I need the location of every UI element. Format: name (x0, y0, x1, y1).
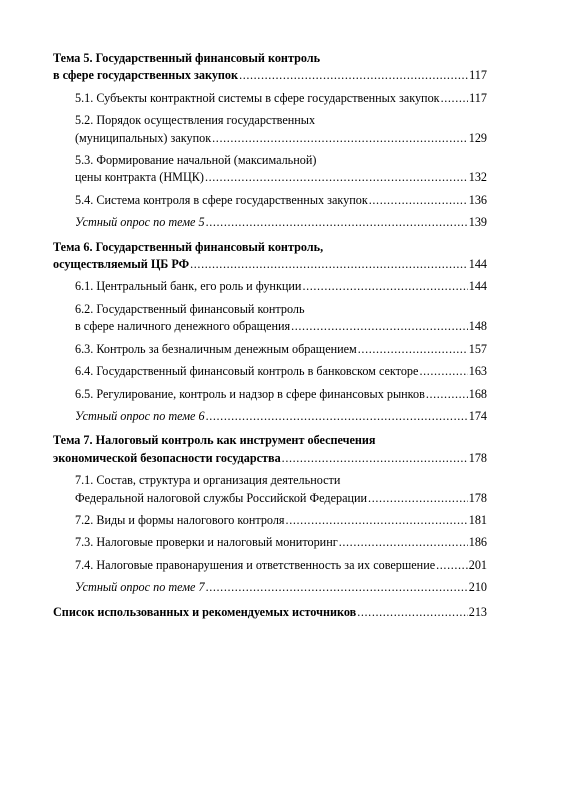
toc-item-6-1-page: 144 (468, 279, 487, 294)
toc-item-7-2-title: 7.2. Виды и формы налогового контроля (75, 512, 285, 527)
dot-leader (239, 67, 468, 84)
toc-sources (53, 604, 487, 621)
toc-quiz-6-label: Устный опрос по теме 6 (75, 408, 205, 423)
toc-quiz-5-label: Устный опрос по теме 5 (75, 215, 205, 230)
toc-item-5-1-page: 117 (469, 90, 487, 105)
toc-item-7-3 (75, 534, 487, 551)
toc-topic-5-page: 117 (469, 68, 487, 83)
dot-leader (282, 450, 468, 467)
toc-item-5-1-title: 5.1. Субъекты контрактной системы в сфере государственных закупок (75, 90, 440, 105)
toc-topic-5-title-line1: Тема 5. Государственный финансовый контроль (53, 51, 321, 65)
dot-leader (426, 386, 468, 403)
toc-item-5-2-page: 129 (468, 130, 487, 145)
toc-item-5-3-page: 132 (468, 170, 487, 185)
dot-leader (206, 408, 468, 425)
toc-quiz-5 (75, 214, 487, 231)
toc-item-6-4-page: 163 (468, 364, 487, 379)
toc-quiz-7 (75, 579, 487, 596)
toc-item-6-5-title: 6.5. Регулирование, контроль и надзор в сфере финансовых рынков (75, 386, 425, 401)
toc-sources-label: Список использованных и рекомендуемых источников (53, 604, 357, 619)
toc-topic-5-title-line2: в сфере государственных закупок (53, 68, 239, 83)
toc-item-7-1-title-line2: Федеральной налоговой службы Российской Федерации (75, 490, 368, 505)
toc-topic-6-heading (53, 239, 487, 274)
toc-item-7-4 (75, 557, 487, 574)
toc-topic-6-title-line2: осуществляемый ЦБ РФ (53, 257, 190, 272)
toc-item-6-3-page: 157 (468, 341, 487, 356)
dot-leader (291, 318, 468, 335)
toc-item-6-5 (75, 386, 487, 403)
toc-topic-6-page: 144 (468, 257, 487, 272)
dot-leader (419, 363, 467, 380)
dot-leader (302, 278, 467, 295)
toc-item-7-3-page: 186 (468, 535, 487, 550)
toc-item-5-4-title: 5.4. Система контроля в сфере государственных закупок (75, 192, 368, 207)
toc-item-6-2 (75, 301, 487, 336)
toc-item-6-1 (75, 278, 487, 295)
toc-item-6-4 (75, 363, 487, 380)
dot-leader (205, 169, 468, 186)
toc-item-6-2-title-line1: 6.2. Государственный финансовый контроль (75, 301, 305, 316)
toc-quiz-5-page: 139 (468, 215, 487, 230)
dot-leader (212, 130, 468, 147)
toc-item-5-1 (75, 90, 487, 107)
toc-item-5-3-title-line2: цены контракта (НМЦК) (75, 170, 204, 185)
toc-topic-7-title-line1: Тема 7. Налоговый контроль как инструмент обеспечения (53, 433, 376, 448)
toc-quiz-6 (75, 408, 487, 425)
toc-item-7-3-title: 7.3. Налоговые проверки и налоговый мониторинг (75, 535, 338, 550)
toc-item-7-4-title: 7.4. Налоговые правонарушения и ответственность за их совершение (75, 557, 436, 572)
dot-leader (206, 579, 468, 596)
toc-item-5-2 (75, 112, 487, 147)
dot-leader (436, 557, 468, 574)
dot-leader (358, 341, 468, 358)
toc-item-5-2-title-line2: (муниципальных) закупок (75, 130, 212, 145)
toc-quiz-7-page: 210 (468, 580, 487, 595)
toc-item-5-2-title-line1: 5.2. Порядок осуществления государственных (75, 113, 316, 128)
toc-item-6-4-title: 6.4. Государственный финансовый контроль в банковском секторе (75, 364, 419, 379)
dot-leader (441, 90, 469, 107)
dot-leader (286, 512, 468, 529)
toc-item-7-4-page: 201 (468, 557, 487, 572)
toc-item-6-3-title: 6.3. Контроль за безналичным денежным обращением (75, 341, 357, 356)
toc-item-7-2-page: 181 (468, 512, 487, 527)
toc-topic-5-heading (53, 50, 487, 85)
toc-item-5-3 (75, 152, 487, 187)
toc-quiz-6-page: 174 (468, 408, 487, 423)
dot-leader (206, 214, 468, 231)
table-of-contents (53, 50, 487, 621)
toc-item-5-3-title-line1: 5.3. Формирование начальной (максимальной) (75, 153, 317, 168)
toc-topic-7-title-line2: экономической безопасности государства (53, 450, 281, 465)
toc-item-7-1-page: 178 (468, 490, 487, 505)
toc-topic-7-heading (53, 432, 487, 467)
toc-topic-6-title-line1: Тема 6. Государственный финансовый контроль, (53, 239, 324, 254)
dot-leader (368, 490, 468, 507)
dot-leader (357, 604, 467, 621)
dot-leader (369, 192, 468, 209)
toc-topic-7-page: 178 (468, 450, 487, 465)
toc-item-7-1 (75, 472, 487, 507)
toc-sources-page: 213 (468, 604, 487, 619)
dot-leader (339, 534, 468, 551)
toc-item-7-1-title-line1: 7.1. Состав, структура и организация деятельности (75, 473, 341, 488)
toc-quiz-7-label: Устный опрос по теме 7 (75, 580, 205, 595)
toc-item-6-5-page: 168 (468, 386, 487, 401)
toc-item-5-4 (75, 192, 487, 209)
toc-item-6-1-title: 6.1. Центральный банк, его роль и функции (75, 279, 302, 294)
toc-item-5-4-page: 136 (468, 192, 487, 207)
toc-item-7-2 (75, 512, 487, 529)
toc-item-6-2-title-line2: в сфере наличного денежного обращения (75, 319, 291, 334)
toc-item-6-3 (75, 341, 487, 358)
toc-item-6-2-page: 148 (468, 319, 487, 334)
dot-leader (190, 256, 468, 273)
